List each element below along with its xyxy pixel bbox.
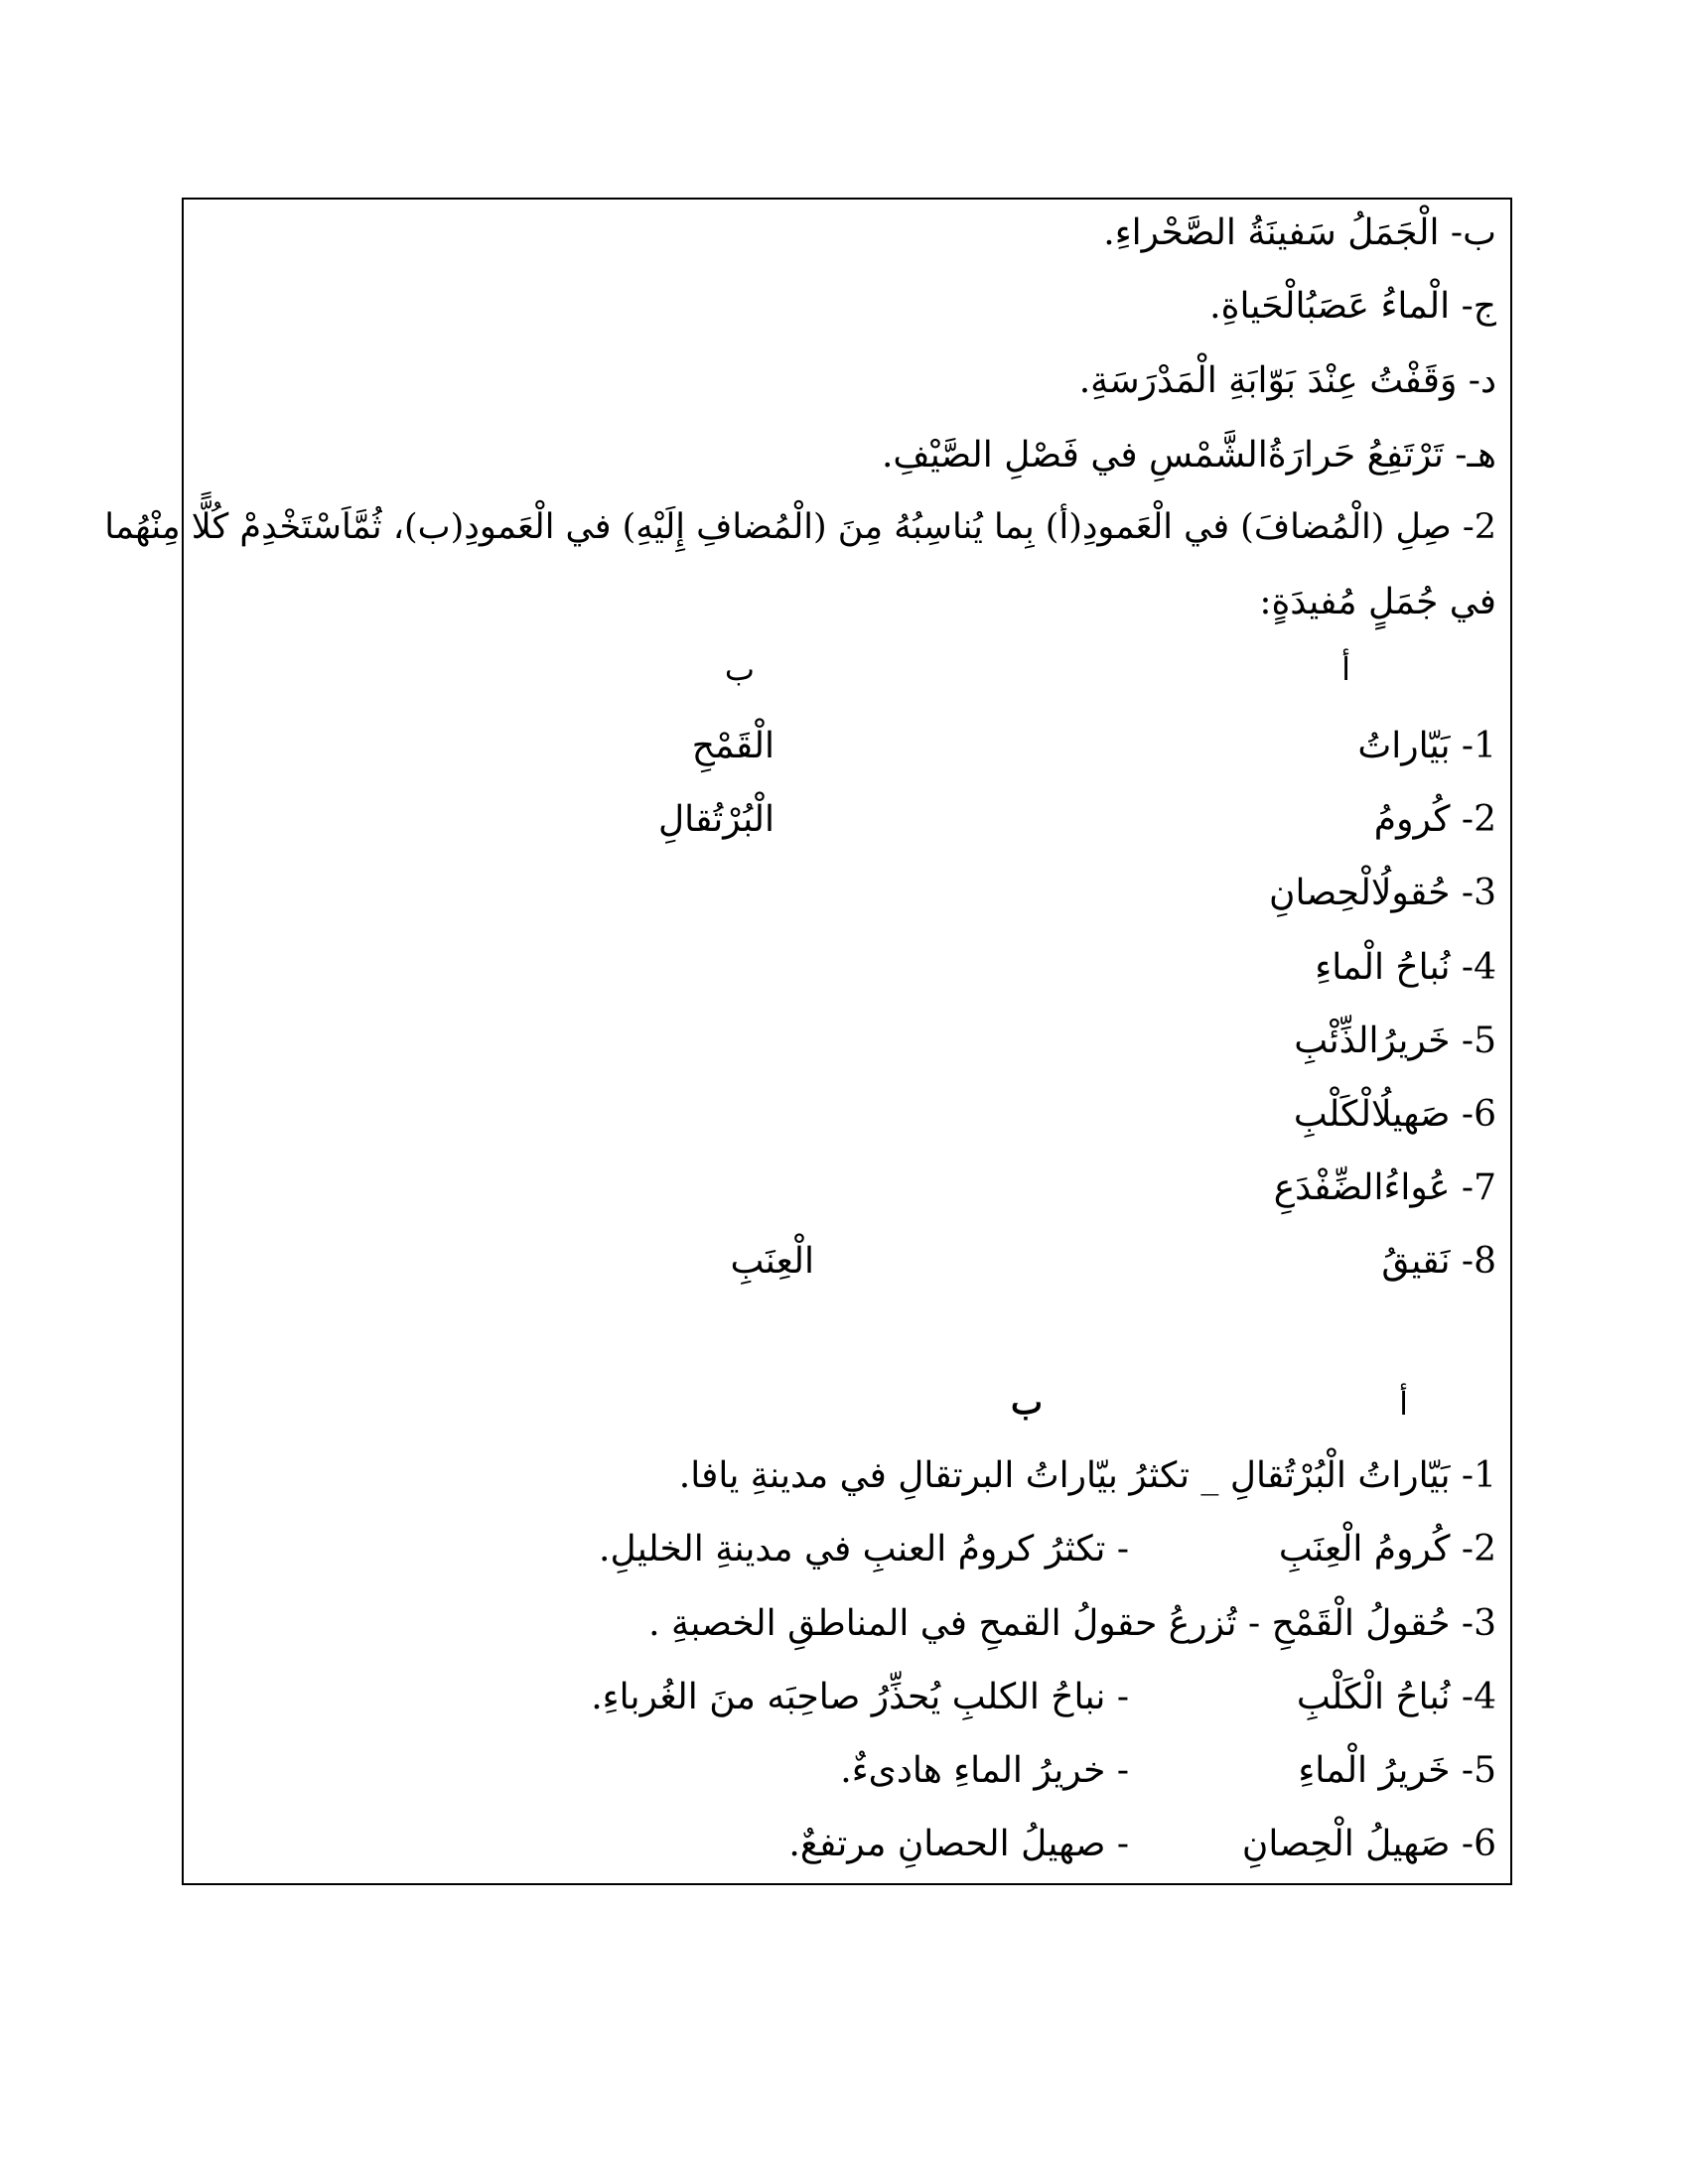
sentence-j: ج- الْماءُ عَصَبُالْحَياةِ. [1209, 286, 1496, 327]
table1-item-4: 4- نُباحُ الْماءِ [1315, 947, 1496, 988]
table1-item-1: 1- بَيّاراتُ [1357, 726, 1496, 766]
table2-row-1: 1- بَيّاراتُ الْبُرْتُقالِ _ تكثرُ بيّاراتُ البرتقالِ في مدينةِ يافا. [678, 1455, 1496, 1496]
table1-item-2: 2- كُرومُ [1373, 799, 1496, 840]
exercise-2-instruction: 2- صِلِ (الْمُضافَ) في الْعَمودِ(أ) بِما يُناسِبُهُ مِنَ (الْمُضافِ إِلَيْهِ) في الْعَمودِ(ب)، ثُمَّاَسْتَخْدِمْ كُلًّا مِنْهُما [104, 507, 1496, 547]
table1-item-8: 8- نَقيقُ [1381, 1241, 1496, 1282]
table2-row-2-term: 2- كُرومُ الْعِنَبِ [1278, 1529, 1496, 1570]
table1-item-5: 5- خَريرُالذِّئْبِ [1294, 1021, 1496, 1061]
table2-row-6-sentence: - صهيلُ الحصانِ مرتفعٌ. [788, 1824, 1129, 1864]
table2-row-4-term: 4- نُباحُ الْكَلْبِ [1296, 1677, 1496, 1717]
table1-item-6: 6- صَهيلُالْكَلْبِ [1293, 1094, 1496, 1135]
table1-b-wheat: الْقَمْحِ [691, 726, 774, 766]
table2-header-a: أ [1399, 1385, 1408, 1423]
table1-b-grapes: الْعِنَبِ [730, 1241, 814, 1282]
table1-item-7: 7- عُواءُالضِّفْدَعِ [1273, 1167, 1496, 1208]
table2-row-2-sentence: - تكثرُ كرومُ العنبِ في مدينةِ الخليلِ. [599, 1529, 1129, 1570]
exercise-2-instruction-cont: في جُمَلٍ مُفيدَةٍ: [1259, 582, 1496, 622]
table2-header-b: ب [1010, 1383, 1043, 1423]
table2-row-4-sentence: - نباحُ الكلبِ يُحذِّرُ صاحِبَه منَ الغُرباءِ. [591, 1677, 1129, 1717]
sentence-h: هـ- تَرْتَفِعُ حَرارَةُالشَّمْسِ في فَصْلِ الصَّيْفِ. [881, 435, 1496, 476]
sentence-b: ب- الْجَمَلُ سَفينَةُ الصَّحْراءِ. [1103, 212, 1496, 253]
table2-row-6-term: 6- صَهيلُ الْحِصانِ [1241, 1824, 1496, 1864]
table2-row-3: 3- حُقولُ الْقَمْحِ - تُزرعُ حقولُ القمحِ في المناطقِ الخصبةِ . [648, 1603, 1496, 1644]
table2-row-5-sentence: - خريرُ الماءِ هادىءٌ. [840, 1750, 1129, 1791]
table1-item-3: 3- حُقولُالْحِصانِ [1269, 873, 1496, 913]
table1-header-a: أ [1341, 650, 1350, 688]
table1-b-orange: الْبُرْتُقالِ [657, 799, 774, 840]
table2-row-5-term: 5- خَريرُ الْماءِ [1298, 1750, 1496, 1791]
table1-header-b: ب [724, 650, 755, 688]
sentence-d: د- وَقَفْتُ عِنْدَ بَوّابَةِ الْمَدْرَسَةِ. [1078, 360, 1496, 401]
